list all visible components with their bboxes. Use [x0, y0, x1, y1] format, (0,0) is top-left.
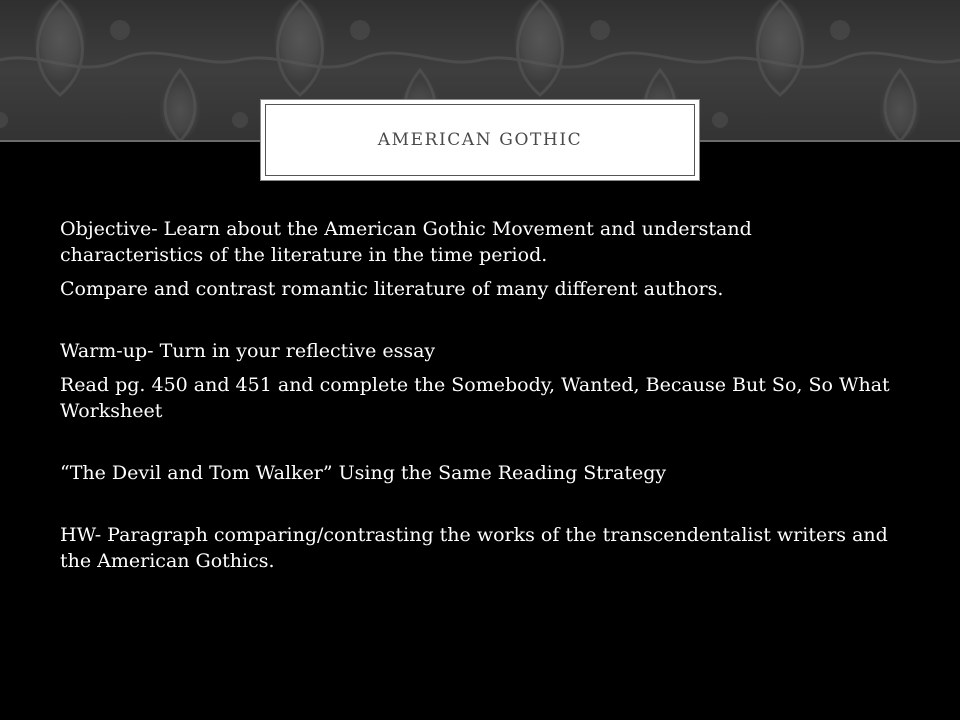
title-box [260, 99, 700, 181]
homework-paragraph: HW- Paragraph comparing/contrasting the works of the transcendentalist writers and the American Gothics. [60, 524, 888, 572]
compare-paragraph: Compare and contrast romantic literature of many different authors. [60, 278, 724, 300]
objective-paragraph: Objective- Learn about the American Gothic Movement and understand characteristics of the literature in the time period. [60, 218, 752, 266]
devil-tom-walker-paragraph: “The Devil and Tom Walker” Using the Same Reading Strategy [60, 462, 667, 484]
slide-title: AMERICAN GOTHIC [377, 130, 583, 150]
slide-body [60, 216, 900, 574]
reading-paragraph: Read pg. 450 and 451 and complete the Somebody, Wanted, Because But So, So What Worksheet [60, 374, 890, 422]
warmup-paragraph: Warm-up- Turn in your reflective essay [60, 340, 436, 362]
